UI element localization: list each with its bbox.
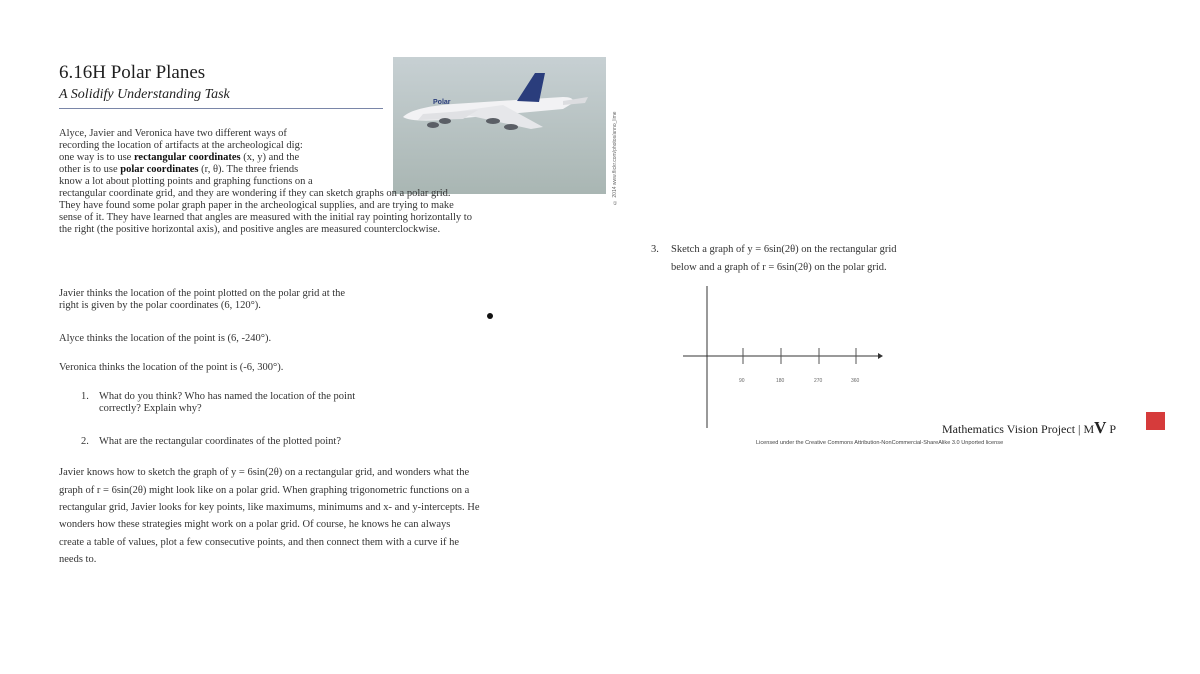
closing-line: needs to. (59, 554, 97, 565)
closing-line: rectangular grid, Javier looks for key points, like maximums, minimums and x- and y-intercepts. He (59, 502, 480, 513)
intro-line: sense of it. They have learned that angles are measured with the initial ray pointing horizontally to (59, 212, 472, 223)
airplane-livery-text: Polar (433, 99, 451, 106)
x-tick-label: 180 (776, 378, 785, 384)
x-tick-label: 360 (851, 378, 860, 384)
closing-line: wonders how these strategies might work on a polar grid. Of course, he knows he can always (59, 519, 451, 530)
intro-line: other is to use polar coordinates (r, θ). The three friends (59, 164, 299, 175)
intro-line: one way is to use rectangular coordinates (x, y) and the (59, 152, 300, 163)
alyce-claim: Alyce thinks the location of the point is (6, -240°). (59, 333, 272, 344)
x-axis-arrow (878, 353, 883, 359)
question-1-number: 1. (81, 391, 89, 402)
x-tick-label: 270 (814, 378, 823, 384)
question-3-number: 3. (651, 244, 659, 255)
closing-line: create a table of values, plot a few consecutive points, and then connect them with a curve if he (59, 537, 460, 548)
intro-line: recording the location of artifacts at the archeological dig: (59, 140, 303, 151)
question-1-line: What do you think? Who has named the location of the point (99, 391, 356, 402)
question-3-line: Sketch a graph of y = 6sin(2θ) on the rectangular grid (671, 244, 897, 255)
mvp-logo (1146, 412, 1165, 430)
question-2-line: What are the rectangular coordinates of the plotted point? (99, 436, 341, 447)
veronica-claim: Veronica thinks the location of the point is (-6, 300°). (59, 362, 284, 373)
question-3-line: below and a graph of r = 6sin(2θ) on the polar grid. (671, 262, 887, 273)
photo-credit: © 2014 www.flickr.com/photos/anno_lime (612, 111, 618, 205)
term-polar-coordinates: polar coordinates (120, 164, 199, 175)
closing-line: Javier knows how to sketch the graph of y = 6sin(2θ) on a rectangular grid, and wonders what the (59, 467, 470, 478)
mvp-footer: Mathematics Vision Project | MV P (942, 418, 1117, 437)
javier-claim-line: right is given by the polar coordinates (6, 120°). (59, 300, 261, 311)
closing-line: graph of r = 6sin(2θ) might look like on a polar grid. When graphing trigonometric functions on a (59, 485, 470, 496)
title-divider (59, 108, 383, 109)
page-subtitle: A Solidify Understanding Task (59, 87, 230, 102)
term-rectangular-coordinates: rectangular coordinates (133, 152, 241, 163)
rectangular-grid (680, 284, 885, 430)
airplane-photo (393, 57, 606, 194)
intro-line: the right (the positive horizontal axis), and positive angles are measured counterclockwise. (59, 224, 441, 235)
intro-line: Alyce, Javier and Veronica have two different ways of (59, 128, 287, 139)
javier-claim-line: Javier thinks the location of the point plotted on the polar grid at the (59, 288, 346, 299)
intro-line: They have found some polar graph paper in the archeological supplies, and are trying to make (59, 200, 454, 211)
page-title: 6.16H Polar Planes (59, 62, 206, 83)
x-tick-label: 90 (739, 378, 745, 384)
intro-line: rectangular coordinate grid, and they are wondering if they can sketch graphs on a polar grid. (59, 188, 451, 199)
question-1-line: correctly? Explain why? (99, 403, 202, 414)
license-text: Licensed under the Creative Commons Attribution-NonCommercial-ShareAlike 3.0 Unported license (756, 440, 1004, 446)
intro-line: know a lot about plotting points and graphing functions on a (59, 176, 313, 187)
plotted-point (487, 313, 493, 319)
question-2-number: 2. (81, 436, 89, 447)
